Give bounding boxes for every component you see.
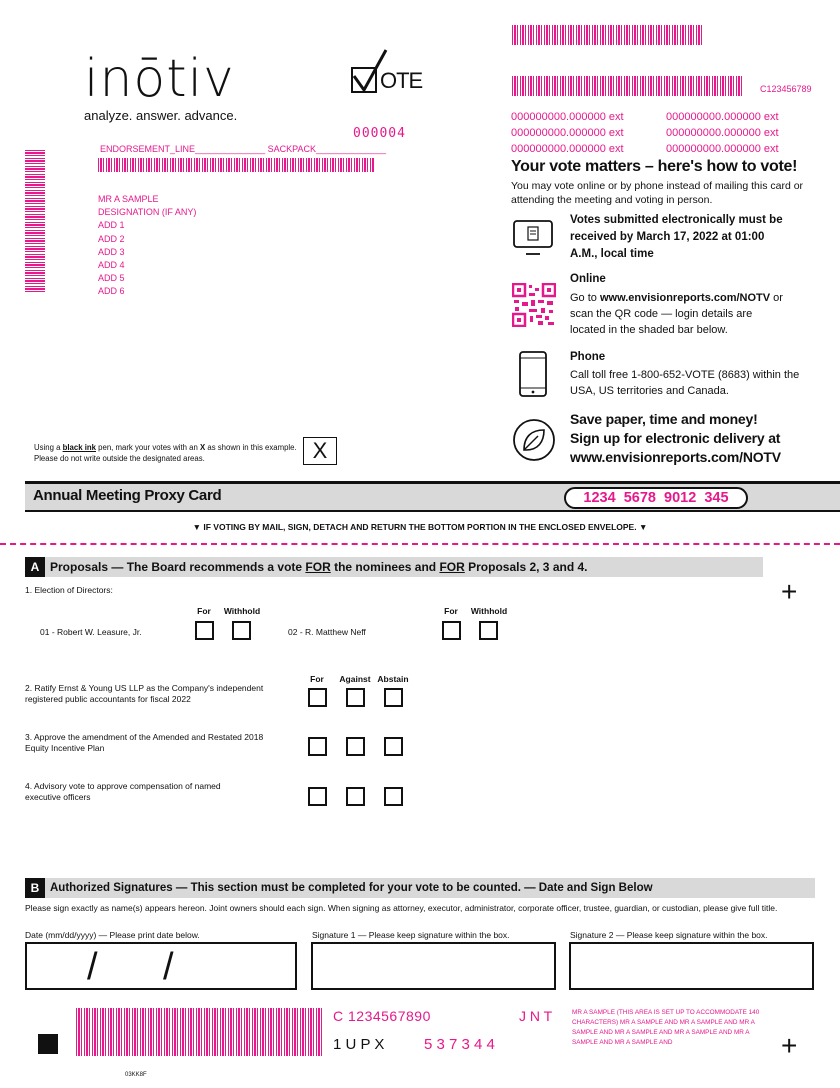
card-title: Annual Meeting Proxy Card <box>33 487 222 504</box>
ext-numbers <box>511 109 791 157</box>
proposal-4-abstain-checkbox[interactable] <box>384 787 403 806</box>
top-barcode <box>512 25 702 45</box>
address-line: ADD 4 <box>98 260 125 271</box>
ext-number: 000000000.000000 ext <box>511 111 624 123</box>
proposal-3-for-checkbox[interactable] <box>308 737 327 756</box>
section-b-title: Authorized Signatures — This section must be completed for your vote to be counted. — Date and Sign Below <box>50 882 653 894</box>
control-code: C123456789 <box>760 84 812 94</box>
deadline-text: Votes submitted electronically must be received by March 17, 2022 at 01:00 A.M., local time <box>570 214 783 260</box>
proposal-3-abstain-checkbox[interactable] <box>384 737 403 756</box>
online-text-1: Go to <box>570 292 600 304</box>
account-number: 1234 5678 9012 345 <box>564 487 748 509</box>
signature-instructions: Please sign exactly as name(s) appears hereon. Joint owners should each sign. When signing as attorney, executor, administrator, corporate officer, trustee, guardian, or custodian, please give full title. <box>25 903 778 913</box>
ink-line-2: Please do not write outside the designated areas. <box>34 454 205 463</box>
col-for-header: For <box>310 674 324 684</box>
endorsement-line: ENDORSEMENT_LINE______________ SACKPACK______________ <box>100 144 387 154</box>
qr-code-icon <box>512 283 556 332</box>
bottom-barcode <box>76 1008 322 1056</box>
online-url[interactable]: www.envisionreports.com/NOTV <box>599 292 771 304</box>
address-line: ADD 2 <box>98 233 125 244</box>
proposal-2-abstain-checkbox[interactable] <box>384 688 403 707</box>
proposal-4-for-checkbox[interactable] <box>308 787 327 806</box>
section-b-letter: B <box>25 878 45 898</box>
logo-tagline: analyze. answer. advance. <box>84 108 238 123</box>
vote-info-title: Your vote matters – here's how to vote! <box>511 158 798 175</box>
address-line: ADD 1 <box>98 220 125 231</box>
nom1-for-header: For <box>197 606 211 616</box>
section-a-letter: A <box>25 557 45 577</box>
ext-number: 000000000.000000 ext <box>666 111 779 123</box>
proposal-3-against-checkbox[interactable] <box>346 737 365 756</box>
footer-sample-text: MR A SAMPLE (THIS AREA IS SET UP TO ACCOMMODATE 140 CHARACTERS) MR A SAMPLE AND MR A SAMPLE AND MR A SAMPLE AND MR A SAMPLE AND MR A SAMPLE AND MR A SAMPLE AND MR A SAMPLE AND <box>572 1009 760 1046</box>
proposal-4-against-checkbox[interactable] <box>346 787 365 806</box>
date-slash-1: / <box>87 946 98 988</box>
save-paper-text <box>570 410 781 467</box>
nom1-withhold-header: Withhold <box>223 606 261 616</box>
nom2-for-header: For <box>444 606 458 616</box>
form-code: 03KK8F <box>125 1072 147 1078</box>
footer-code: C 1234567890 <box>333 1008 431 1024</box>
inotiv-logo <box>84 49 254 123</box>
example-mark-box <box>303 437 337 465</box>
address-line: ADD 5 <box>98 273 125 284</box>
nominee-1-withhold-checkbox[interactable] <box>232 621 251 640</box>
nominee-2-withhold-checkbox[interactable] <box>479 621 498 640</box>
signature-1-box[interactable] <box>311 942 556 990</box>
ink-instructions <box>34 442 297 464</box>
address-line: DESIGNATION (IF ANY) <box>98 207 197 218</box>
proposal-1-label: 1. Election of Directors: <box>25 585 113 595</box>
example-x: X <box>312 438 328 463</box>
online-title: Online <box>570 273 606 285</box>
online-text-2: or scan the QR code — login details are located in the shaded bar below. <box>570 292 783 336</box>
vote-word: OTE <box>380 68 423 93</box>
address-line: ADD 6 <box>98 286 125 297</box>
detach-line <box>0 543 840 545</box>
proposal-2-against-checkbox[interactable] <box>346 688 365 707</box>
ink-line-1: Using a black ink pen, mark your votes with an X as shown in this example. <box>34 443 297 452</box>
detach-note: ▼ IF VOTING BY MAIL, SIGN, DETACH AND RETURN THE BOTTOM PORTION IN THE ENCLOSED ENVELOPE. ▼ <box>192 522 648 532</box>
ext-number: 000000000.000000 ext <box>666 127 779 139</box>
address-line: MR A SAMPLE <box>98 194 159 204</box>
footer-jnt: J N T <box>519 1008 553 1024</box>
computer-icon <box>512 218 554 263</box>
save-url[interactable]: www.envisionreports.com/NOTV <box>570 449 781 465</box>
nominee-1: 01 - Robert W. Leasure, Jr. <box>40 627 142 637</box>
proposal-2-label: 2. Ratify Ernst & Young US LLP as the Company's independent registered public accountants for fiscal 2022 <box>25 683 264 704</box>
postal-barcode <box>98 158 374 172</box>
address-line: ADD 3 <box>98 246 125 257</box>
nominee-2: 02 - R. Matthew Neff <box>288 627 366 637</box>
registration-square <box>38 1034 58 1054</box>
ext-number: 000000000.000000 ext <box>666 143 779 155</box>
nominee-1-for-checkbox[interactable] <box>195 621 214 640</box>
phone-text: Call toll free 1-800-652-VOTE (8683) within the USA, US territories and Canada. <box>570 369 800 397</box>
nominee-2-for-checkbox[interactable] <box>442 621 461 640</box>
date-label: Date (mm/dd/yyyy) — Please print date below. <box>25 930 200 940</box>
vote-info-intro: You may vote online or by phone instead of mailing this card or attending the meeting and voting in person. <box>511 180 804 206</box>
proposal-4-label: 4. Advisory vote to approve compensation of named executive officers <box>25 781 221 802</box>
save-line-1: Save paper, time and money! <box>570 411 758 427</box>
signature-2-label: Signature 2 — Please keep signature within the box. <box>570 930 768 940</box>
col-against-header: Against <box>339 674 371 684</box>
footer-number: 5 3 7 3 4 4 <box>424 1036 495 1053</box>
vote-graphic <box>350 48 440 98</box>
footer-upx: 1 U P X <box>333 1036 385 1053</box>
section-a-title: Proposals — The Board recommends a vote FOR the nominees and FOR Proposals 2, 3 and 4. <box>50 560 588 574</box>
proposal-2-for-checkbox[interactable] <box>308 688 327 707</box>
ext-number: 000000000.000000 ext <box>511 127 624 139</box>
signature-2-box[interactable] <box>569 942 814 990</box>
left-side-barcode <box>25 150 45 292</box>
proposal-3-label: 3. Approve the amendment of the Amended and Restated 2018 Equity Incentive Plan <box>25 732 264 753</box>
phone-icon <box>518 350 548 403</box>
phone-title: Phone <box>570 351 606 363</box>
col-abstain-header: Abstain <box>377 674 409 684</box>
mid-barcode <box>512 76 744 96</box>
sequence-number: 000004 <box>353 126 406 141</box>
online-text <box>570 290 790 338</box>
ext-number: 000000000.000000 ext <box>511 143 624 155</box>
mailing-address <box>98 193 196 299</box>
date-slash-2: / <box>163 946 174 988</box>
nom2-withhold-header: Withhold <box>470 606 508 616</box>
plus-mark-top: + <box>781 576 798 607</box>
save-line-2: Sign up for electronic delivery at <box>570 430 781 446</box>
signature-1-label: Signature 1 — Please keep signature within the box. <box>312 930 510 940</box>
plus-mark-bottom: + <box>781 1030 798 1061</box>
date-input-box[interactable] <box>25 942 297 990</box>
logo-text: inōtiv <box>84 49 235 109</box>
leaf-icon <box>512 418 556 467</box>
